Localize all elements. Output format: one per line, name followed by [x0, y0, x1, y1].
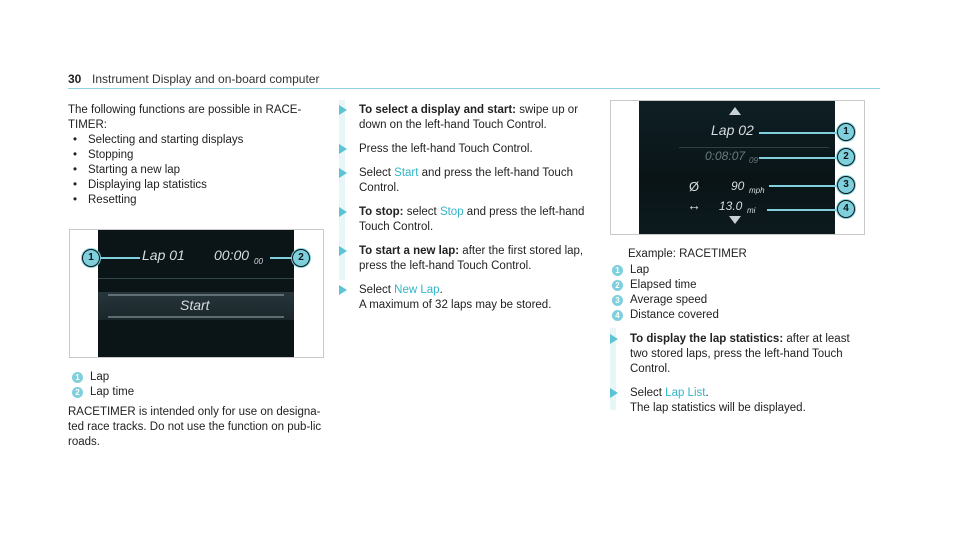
legend-num: 3 — [612, 295, 623, 306]
average-speed: 90 — [731, 179, 745, 193]
callout-4: 4 — [837, 200, 855, 218]
arrow-up-icon — [729, 107, 741, 115]
callout-2: 2 — [837, 148, 855, 166]
display-screen — [98, 230, 294, 357]
list-item: • Resetting — [68, 193, 328, 208]
distance-icon: ↔ — [687, 197, 701, 213]
legend-item: 4 Distance covered — [612, 308, 862, 323]
callout-1: 1 — [837, 123, 855, 141]
legend-num: 1 — [612, 265, 623, 276]
arrow-down-icon — [729, 216, 741, 224]
list-item: • Displaying lap statistics — [68, 178, 328, 193]
legend-num: 2 — [612, 280, 623, 291]
intro-section — [68, 103, 328, 208]
function-list — [68, 133, 328, 208]
page-header-title: Instrument Display and on-board computer — [92, 72, 320, 86]
step-item: Select Lap List. The lap statistics will be displayed. — [610, 386, 865, 416]
list-item: • Starting a new lap — [68, 163, 328, 178]
legend-item: 3 Average speed — [612, 293, 862, 308]
arrow-icon — [610, 334, 618, 344]
legend-num: 1 — [72, 372, 83, 383]
display-screen — [639, 101, 835, 234]
callout-3: 3 — [837, 176, 855, 194]
arrow-icon — [339, 168, 347, 178]
arrow-icon — [339, 246, 347, 256]
step-item: To start a new lap: after the first stored lap, press the left-hand Touch Control. — [339, 244, 594, 274]
list-item: • Selecting and starting displays — [68, 133, 328, 148]
step-item: Press the left-hand Touch Control. — [339, 142, 594, 157]
arrow-icon — [339, 285, 347, 295]
callout-2: 2 — [292, 249, 310, 267]
legend-num: 4 — [612, 310, 623, 321]
lap-time-hundredths: 00 — [254, 257, 263, 266]
legend-item: 2 Elapsed time — [612, 278, 862, 293]
screenshot-1-legend — [72, 370, 322, 400]
page-number: 30 — [68, 72, 82, 86]
example-caption: Example: RACETIMER — [628, 248, 747, 260]
step-item: To stop: select Stop and press the left-hand Touch Control. — [339, 205, 594, 235]
arrow-icon — [610, 388, 618, 398]
warning-note: RACETIMER is intended only for use on designa-ted race tracks. Do not use the function on pub-lic roads. — [68, 406, 322, 448]
instructions-column-2 — [339, 103, 594, 322]
callout-1: 1 — [82, 249, 100, 267]
distance-value: 13.0 — [719, 199, 743, 213]
legend-item: 1 Lap — [72, 370, 322, 385]
legend-item: 2 Lap time — [72, 385, 322, 400]
legend-num: 2 — [72, 387, 83, 398]
elapsed-hundredths: 09 — [749, 156, 758, 165]
legend-item: 1 Lap — [612, 263, 862, 278]
step-item: Select New Lap. A maximum of 32 laps may be stored. — [339, 283, 594, 313]
header-rule — [68, 88, 880, 89]
arrow-icon — [339, 105, 347, 115]
step-item: To select a display and start: swipe up or down on the left-hand Touch Control. — [339, 103, 594, 133]
start-label: Start — [180, 297, 210, 313]
arrow-icon — [339, 144, 347, 154]
list-item: • Stopping — [68, 148, 328, 163]
lap-time: 00:00 — [214, 247, 250, 263]
racetimer-screenshot-1 — [69, 229, 324, 358]
intro-text: The following functions are possible in RACE-TIMER: — [68, 104, 302, 131]
step-item: Select Start and press the left-hand Touch Control. — [339, 166, 594, 196]
lap-label: Lap 02 — [711, 122, 754, 138]
elapsed-time: 0:08:07 — [705, 149, 746, 163]
screenshot-2-legend — [612, 263, 862, 323]
average-icon: Ø — [689, 179, 700, 194]
lap-label: Lap 01 — [142, 247, 185, 263]
arrow-icon — [339, 207, 347, 217]
racetimer-screenshot-2 — [610, 100, 865, 235]
distance-unit: mi — [747, 206, 756, 215]
step-item: To display the lap statistics: after at least two stored laps, press the left-hand Touch Control. — [610, 332, 865, 377]
instructions-column-3 — [610, 332, 865, 425]
average-unit: mph — [749, 186, 765, 195]
